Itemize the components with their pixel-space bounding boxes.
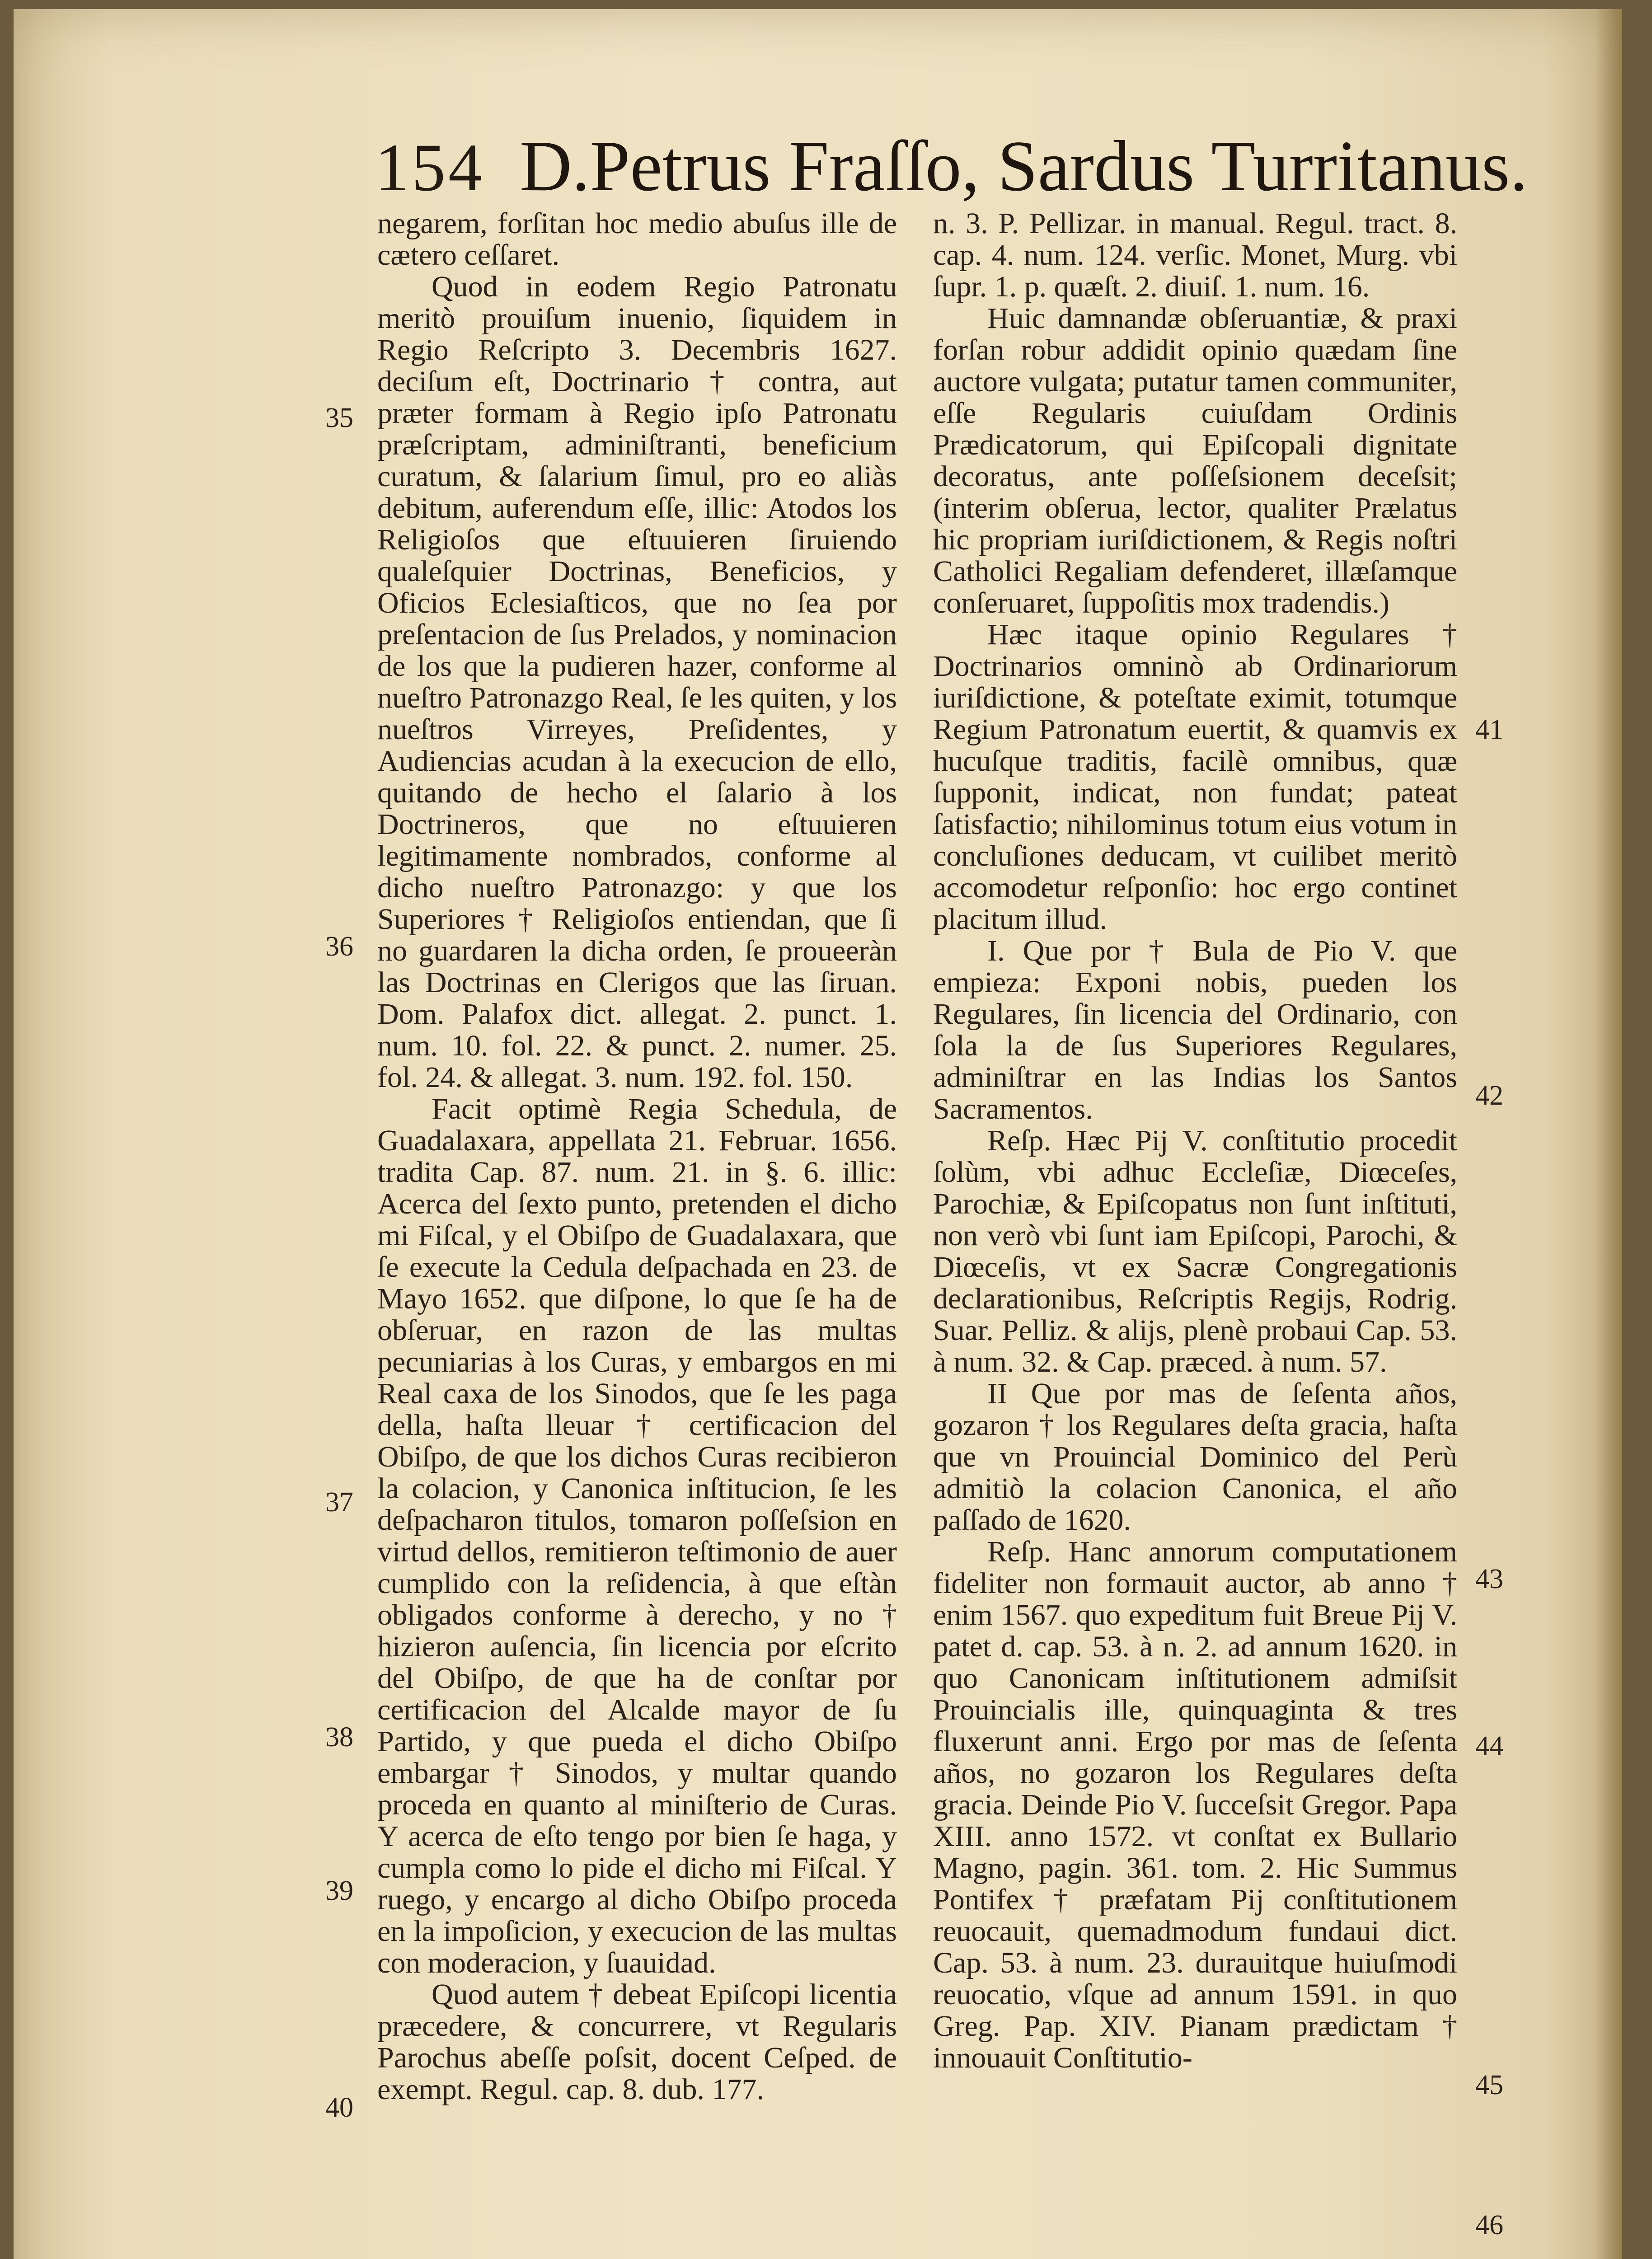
paragraph: Hæc itaque opinio Regulares † Doctrinarios omninò ab Ordinariorum iuriſdictione, & poteſtate eximit, totumque Regium Patronatum euertit, & quamvis ex hucuſque traditis, facilè omnibus, quæ ſupponit, indicat, non fundat; pateat ſatisfactio; nihilominus totum eius votum in concluſiones deducam, vt cuilibet meritò accomodetur reſponſio: hoc ergo continet placitum illud. (933, 618, 1457, 936)
margin-number: 38 (325, 1722, 353, 1753)
margin-number: 36 (325, 931, 353, 962)
book-page (14, 9, 1622, 2259)
paragraph: n. 3. P. Pellizar. in manual. Regul. tract. 8. cap. 4. num. 124. verſic. Monet, Murg. vbi ſupr. 1. p. quæſt. 2. diuiſ. 1. num. 16. (933, 208, 1457, 303)
paragraph: negarem, forſitan hoc medio abuſus ille de cætero ceſſaret. (377, 208, 897, 272)
paragraph: II Que por mas de ſeſenta años, gozaron † los Regulares deſta gracia, haſta que vn Prouincial Dominico del Perù admitiò la colacion Canonica, el año paſſado de 1620. (933, 1377, 1457, 1537)
margin-number: 35 (325, 403, 353, 433)
page-number: 154 (375, 130, 485, 205)
margin-number: 39 (325, 1875, 353, 1906)
left-text-column (377, 208, 897, 2259)
running-title: D.Petrus Fraſſo, Sardus Turritanus. (520, 126, 1528, 206)
margin-number: 43 (1475, 1564, 1503, 1594)
margin-number: 45 (1475, 2070, 1503, 2100)
margin-number: 37 (325, 1487, 353, 1518)
right-text-column (933, 208, 1457, 2259)
paragraph: Facit optimè Regia Schedula, de Guadalaxara, appellata 21. Februar. 1656. tradita Cap. 87. num. 21. in §. 6. illic: Acerca del ſexto punto, pretenden el dicho mi Fiſcal, y el Obiſpo de Guadalaxara, que ſe execute la Cedula deſpachada en 23. de Mayo 1652. que diſpone, lo que ſe ha de obſeruar, en razon de las multas pecuniarias à los Curas, y embargos en mi Real caxa de los Sinodos, que ſe les paga della, haſta lleuar † certificacion del Obiſpo, de que los dichos Curas recibieron la colacion, y Canonica inſtitucion, ſe les deſpacharon titulos, tomaron poſſeſsion en virtud dellos, remitieron teſtimonio de auer cumplido con la reſidencia, à que eſtàn obligados conforme à derecho, y no † hizieron auſencia, ſin licencia por eſcrito del Obiſpo, de que ha de conſtar por certificacion del Alcalde mayor de ſu Partido, y que pueda el dicho Obiſpo embargar † Sinodos, y multar quando proceda en quanto al miniſterio de Curas. Y acerca de eſto tengo por bien ſe haga, y cumpla como lo pide el dicho mi Fiſcal. Y ruego, y encargo al dicho Obiſpo proceda en la impoſicion, y execucion de las multas con moderacion, y ſuauidad. (377, 1092, 897, 1979)
margin-number: 42 (1475, 1080, 1503, 1111)
paragraph: Huic damnandæ obſeruantiæ, & praxi forſan robur addidit opinio quædam ſine auctore vulgata; putatur tamen communiter, eſſe Regularis cuiuſdam Ordinis Prædicatorum, qui Epiſcopali dignitate decoratus, ante poſſeſsionem deceſsit; (interim obſerua, lector, qualiter Prælatus hic propriam iuriſdictionem, & Regis noſtri Catholici Regaliam defenderet, illæſamque conſeruaret, ſuppoſitis mox tradendis.) (933, 302, 1457, 619)
paragraph: I. Que por † Bula de Pio V. que empieza: Exponi nobis, pueden los Regulares, ſin licencia del Ordinario, con ſola la de ſus Superiores Regulares, adminiſtrar en las Indias los Santos Sacramentos. (933, 934, 1457, 1125)
paragraph: Reſp. Hæc Pij V. conſtitutio procedit ſolùm, vbi adhuc Eccleſiæ, Diœceſes, Parochiæ, & Epiſcopatus non ſunt inſtituti, non verò vbi ſunt iam Epiſcopi, Parochi, & Diœceſis, vt ex Sacræ Congregationis declarationibus, Reſcriptis Regijs, Rodrig. Suar. Pelliz. & alijs, plenè probaui Cap. 53. à num. 32. & Cap. præced. à num. 57. (933, 1124, 1457, 1378)
margin-number: 46 (1475, 2210, 1503, 2240)
margin-number: 41 (1475, 714, 1503, 745)
paragraph: Reſp. Hanc annorum computationem fideliter non formauit auctor, ab anno † enim 1567. quo expeditum fuit Breue Pij V. patet d. cap. 53. à n. 2. ad annum 1620. in quo Canonicam inſtitutionem admiſsit Prouincialis ille, quinquaginta & tres fluxerunt anni. Ergo por mas de ſeſenta años, no gozaron los Regulares deſta gracia. Deinde Pio V. ſucceſsit Gregor. Papa XIII. anno 1572. vt conſtat ex Bullario Magno, pagin. 361. tom. 2. Hic Summus Pontifex † præfatam Pij conſtitutionem reuocauit, quemadmodum fundaui dict. Cap. 53. à num. 23. durauitque huiuſmodi reuocatio, vſque ad annum 1591. in quo Greg. Pap. XIV. Pianam prædictam † innouauit Conſtitutio- (933, 1535, 1457, 2074)
paragraph: Quod in eodem Regio Patronatu meritò prouiſum inuenio, ſiquidem in Regio Reſcripto 3. Decembris 1627. deciſum eſt, Doctrinario † contra, aut præter formam à Regio ipſo Patronatu præſcriptam, adminiſtranti, beneficium curatum, & ſalarium ſimul, pro eo aliàs debitum, auferendum eſſe, illic: Atodos los Religioſos que eſtuuieren ſiruiendo qualeſquier Doctrinas, Beneficios, y Oficios Eclesiaſticos, que no ſea por preſentacion de ſus Prelados, y nominacion de los que la pudieren hazer, conforme al nueſtro Patronazgo Real, ſe les quiten, y los nueſtros Virreyes, Preſidentes, y Audiencias acudan à la execucion de ello, quitando de hecho el ſalario à los Doctrineros, que no eſtuuieren legitimamente nombrados, conforme al dicho nueſtro Patronazgo: y que los Superiores † Religioſos entiendan, que ſi no guardaren la dicha orden, ſe proueeràn las Doctrinas en Clerigos que las ſiruan. Dom. Palafox dict. allegat. 2. punct. 1. num. 10. fol. 22. & punct. 2. numer. 25. fol. 24. & allegat. 3. num. 192. fol. 150. (377, 270, 897, 1094)
paragraph: Quod autem † debeat Epiſcopi licentia præcedere, & concurrere, vt Regularis Parochus abeſſe poſsit, docent Ceſped. de exempt. Regul. cap. 8. dub. 177. (377, 1978, 897, 2106)
margin-number: 40 (325, 2092, 353, 2123)
page-header (375, 124, 1528, 206)
margin-number: 44 (1475, 1731, 1503, 1762)
